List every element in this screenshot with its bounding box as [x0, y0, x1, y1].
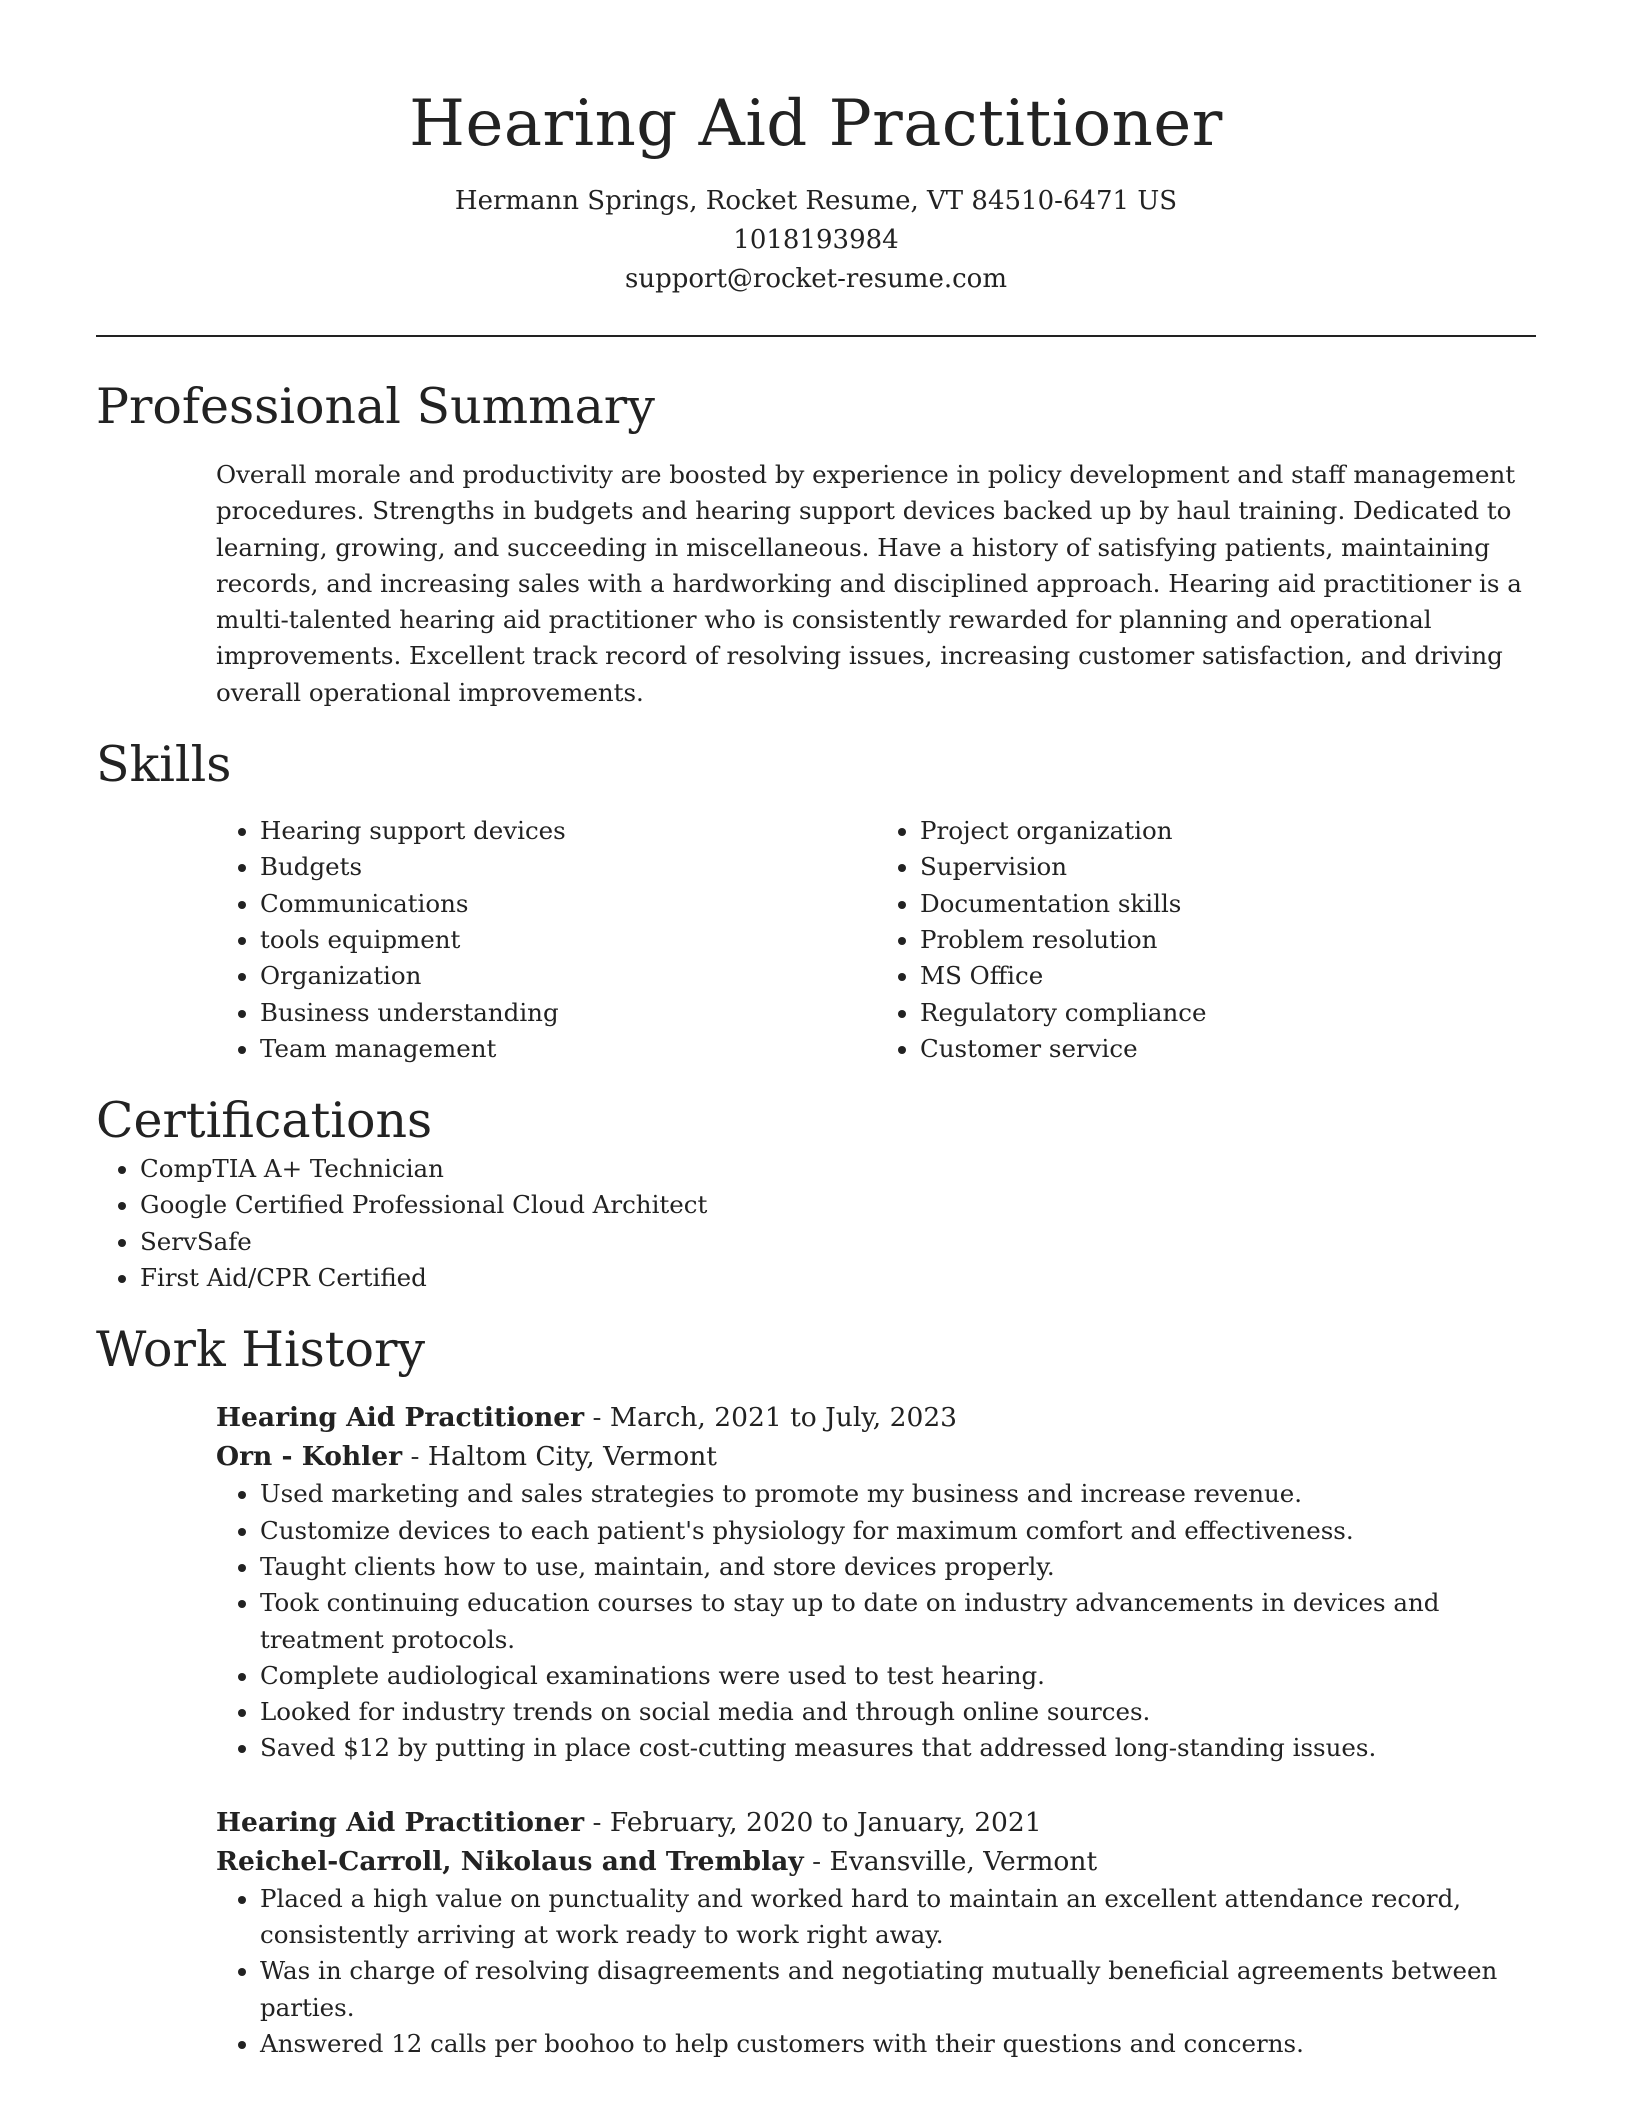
job-bullet: • Taught clients how to use, maintain, and store devices properly. — [260, 1549, 1536, 1585]
certification-item: • CompTIA A+ Technician — [140, 1151, 1536, 1187]
job-dates: March, 2021 to July, 2023 — [609, 1402, 958, 1434]
job-bullet: • Saved $12 by putting in place cost-cutting measures that addressed long-standing issues. — [260, 1730, 1536, 1766]
skill-item: • Hearing support devices — [260, 813, 876, 849]
certifications-list — [96, 1151, 1536, 1296]
certifications-section — [96, 1091, 1536, 1296]
job-bullet: • Customize devices to each patient's physiology for maximum comfort and effectiveness. — [260, 1513, 1536, 1549]
job-bullet: • Complete audiological examinations were used to test hearing. — [260, 1658, 1536, 1694]
job-bullet: • Answered 12 calls per boohoo to help customers with their questions and concerns. — [260, 2026, 1536, 2062]
header-divider — [96, 335, 1536, 337]
skills-list-right — [876, 813, 1536, 1067]
job-title: Hearing Aid Practitioner — [216, 1806, 585, 1838]
contact-info — [96, 182, 1536, 299]
work-history-section — [96, 1320, 1536, 2062]
job-entry — [216, 1398, 1536, 1766]
skills-columns — [216, 813, 1536, 1067]
skills-heading: Skills — [96, 736, 232, 794]
job-title: Hearing Aid Practitioner — [216, 1402, 585, 1434]
resume-header — [96, 0, 1536, 299]
skill-item: • Business understanding — [260, 995, 876, 1031]
certification-item: • First Aid/CPR Certified — [140, 1260, 1536, 1296]
skill-item: • Budgets — [260, 849, 876, 885]
skill-item: • tools equipment — [260, 922, 876, 958]
candidate-name: Hearing Aid Practitioner — [409, 87, 1223, 161]
certification-item: • ServSafe — [140, 1224, 1536, 1260]
skill-item: • Problem resolution — [920, 922, 1536, 958]
job-bullet: • Took continuing education courses to stay up to date on industry advancements in devices and treatment protocols. — [260, 1585, 1536, 1658]
summary-heading: Professional Summary — [96, 378, 655, 435]
skill-item: • Regulatory compliance — [920, 995, 1536, 1031]
job-bullet-list — [216, 1881, 1536, 2062]
contact-address: Hermann Springs, Rocket Resume, VT 84510-6471 US — [454, 186, 1178, 216]
job-title-line: Hearing Aid Practitioner - March, 2021 to July, 2023 — [216, 1402, 958, 1434]
skills-list-left — [216, 813, 876, 1067]
job-bullet: • Was in charge of resolving disagreements and negotiating mutually beneficial agreements between parties. — [260, 1953, 1536, 2026]
job-bullet: • Looked for industry trends on social media and through online sources. — [260, 1694, 1536, 1730]
job-entry — [216, 1803, 1536, 2062]
job-dates: February, 2020 to January, 2021 — [609, 1806, 1042, 1838]
skill-item: • Supervision — [920, 849, 1536, 885]
job-company: Reichel-Carroll, Nikolaus and Tremblay — [216, 1845, 804, 1877]
summary-section — [96, 377, 1536, 711]
skill-item: • Team management — [260, 1031, 876, 1067]
job-company: Orn - Kohler — [216, 1441, 403, 1473]
job-company-line: Reichel-Carroll, Nikolaus and Tremblay - Evansville, Vermont — [216, 1845, 1098, 1877]
contact-phone: 1018193984 — [733, 225, 899, 255]
skill-item: • Project organization — [920, 813, 1536, 849]
skill-item: • Customer service — [920, 1031, 1536, 1067]
skill-item: • Documentation skills — [920, 886, 1536, 922]
skill-item: • Communications — [260, 886, 876, 922]
work-history-heading: Work History — [96, 1321, 426, 1379]
job-location: Haltom City, Vermont — [427, 1441, 717, 1473]
skills-section — [96, 735, 1536, 1067]
job-bullet: • Used marketing and sales strategies to promote my business and increase revenue. — [260, 1476, 1536, 1512]
job-title-line: Hearing Aid Practitioner - February, 2020 to January, 2021 — [216, 1806, 1042, 1838]
certification-item: • Google Certified Professional Cloud Architect — [140, 1187, 1536, 1223]
job-location: Evansville, Vermont — [829, 1845, 1098, 1877]
summary-text: Overall morale and productivity are boosted by experience in policy development and staff management procedures. Strengths in budgets and hearing support devices backed up by haul training. Dedicated to learning, growing, and succeeding in miscellaneous. Have a history of satisfying patients, maintaining records, and increasing sales with a hardworking and disciplined approach. Hearing aid practitioner is a multi-talented hearing aid practitioner who is consistently rewarded for planning and operational improvements. Excellent track record of resolving issues, increasing customer satisfaction, and driving overall operational improvements. — [216, 460, 1522, 707]
skill-item: • Organization — [260, 958, 876, 994]
contact-email: support@rocket-resume.com — [624, 264, 1007, 294]
job-bullet: • Placed a high value on punctuality and worked hard to maintain an excellent attendance record, consistently arriving at work ready to work right away. — [260, 1881, 1536, 1954]
certifications-heading: Certifications — [96, 1092, 433, 1150]
skill-item: • MS Office — [920, 958, 1536, 994]
job-company-line: Orn - Kohler - Haltom City, Vermont — [216, 1441, 717, 1473]
job-bullet-list — [216, 1476, 1536, 1766]
